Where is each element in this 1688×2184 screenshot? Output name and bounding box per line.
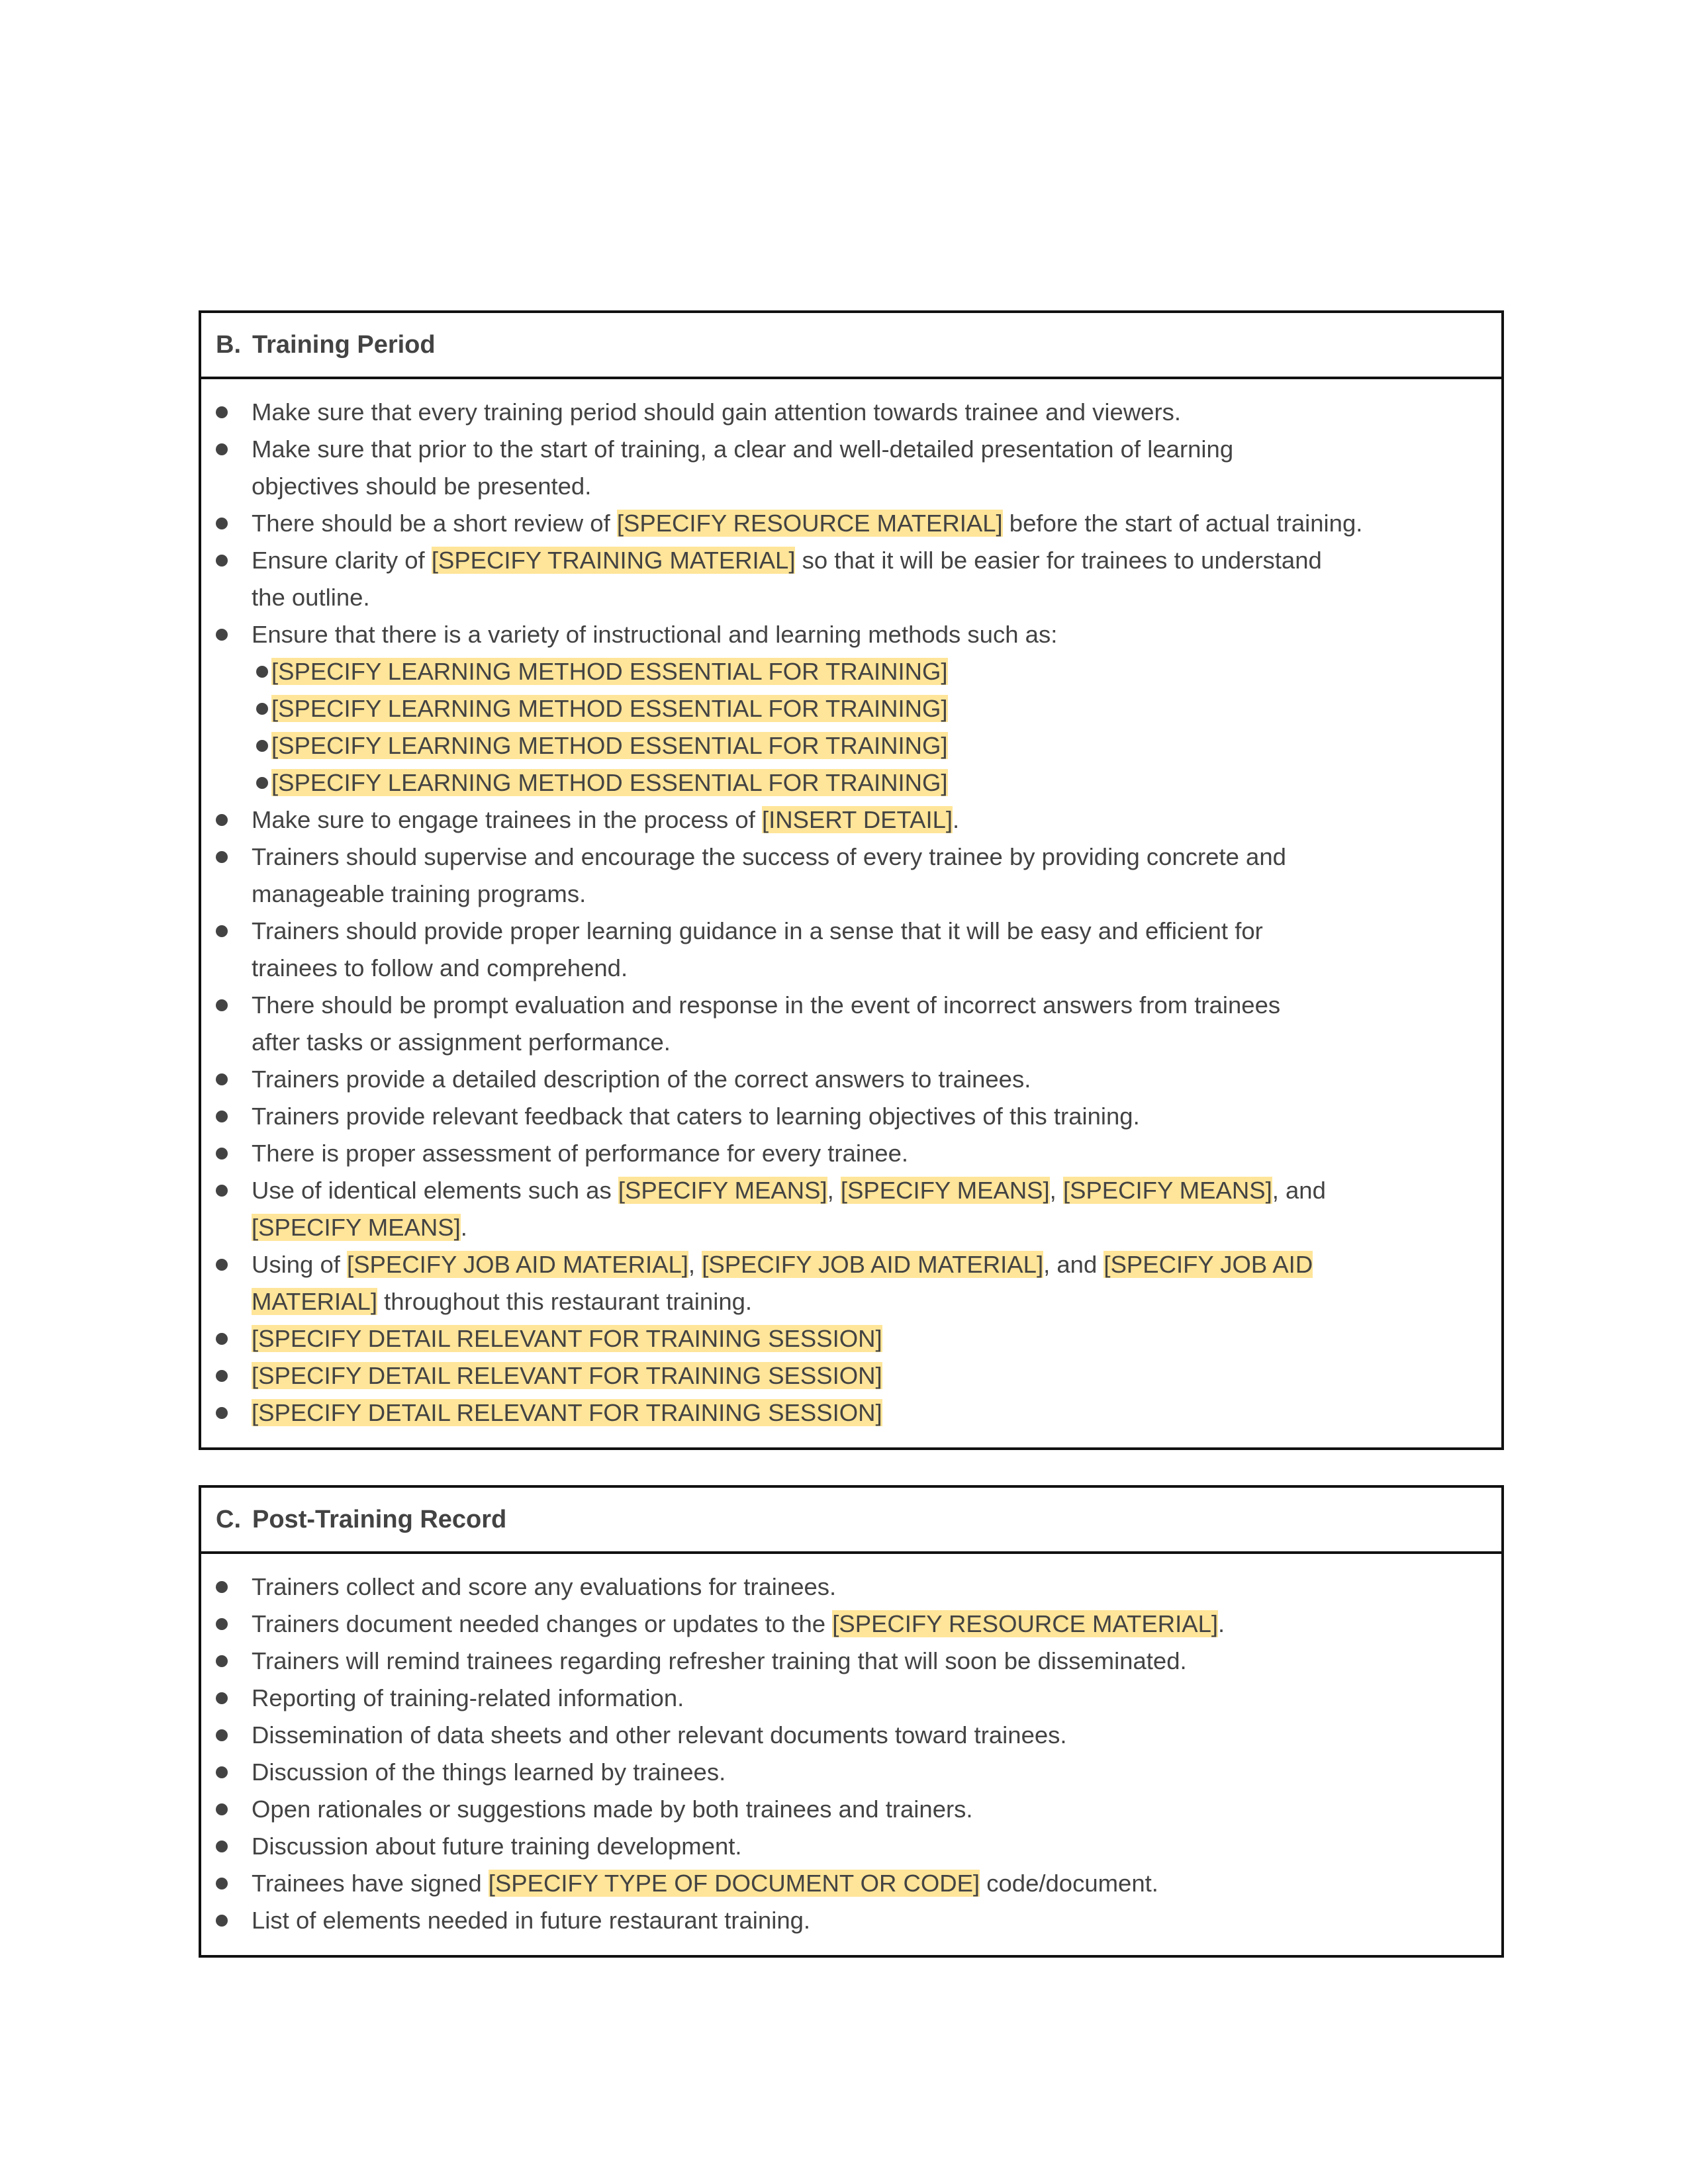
list-item-line (201, 764, 1501, 801)
list-item (201, 431, 1501, 505)
list-item-line (201, 505, 1501, 542)
list-item-line (201, 1865, 1501, 1902)
list-item (201, 1098, 1501, 1135)
list-item-line (201, 616, 1501, 653)
bullet-icon (216, 1370, 228, 1382)
placeholder-field: [SPECIFY DETAIL RELEVANT FOR TRAINING SESSION] (252, 1325, 882, 1352)
list-item-line (201, 1643, 1501, 1680)
bullet-icon (216, 1878, 228, 1889)
bullet-icon (216, 1148, 228, 1160)
text-segment: Open rationales or suggestions made by both trainees and trainers. (252, 1796, 973, 1823)
text-segment: Using of (252, 1251, 348, 1278)
text-segment: Discussion of the things learned by trainees. (252, 1758, 726, 1786)
text-segment: There should be a short review of (252, 510, 617, 537)
list-item-line (201, 1209, 1501, 1246)
text-segment: Trainees have signed (252, 1870, 489, 1897)
list-item-line (201, 1135, 1501, 1172)
text-segment: Trainers should supervise and encourage the success of every trainee by providing concrete and (252, 843, 1286, 870)
text-segment: List of elements needed in future restaurant training. (252, 1907, 811, 1934)
bullet-icon (216, 1259, 228, 1271)
bullet-icon (216, 1841, 228, 1852)
text-segment: , and (1272, 1177, 1326, 1204)
list-item-line (201, 1717, 1501, 1754)
bullet-icon (216, 1111, 228, 1122)
list-item (201, 1357, 1501, 1394)
list-item-line (201, 950, 1501, 987)
list-item-line (201, 1098, 1501, 1135)
list-item (201, 913, 1501, 987)
text-segment: throughout this restaurant training. (377, 1288, 753, 1315)
text-segment: manageable training programs. (252, 880, 586, 907)
bullet-icon (256, 703, 268, 715)
text-segment: Make sure that every training period should gain attention towards trainee and viewers. (252, 398, 1182, 426)
list-item-line (201, 1394, 1501, 1432)
text-segment: Use of identical elements such as (252, 1177, 618, 1204)
placeholder-field: [SPECIFY MEANS] (252, 1214, 461, 1241)
bullet-icon (216, 851, 228, 863)
section-post-training-record (199, 1485, 1504, 1958)
text-segment: code/document. (980, 1870, 1158, 1897)
section-letter: C. (216, 1505, 241, 1533)
placeholder-field: [SPECIFY MEANS] (840, 1177, 1050, 1204)
text-segment: Ensure clarity of (252, 547, 432, 574)
text-segment: so that it will be easier for trainees to understand (795, 547, 1322, 574)
section-title: Post-Training Record (252, 1505, 507, 1533)
placeholder-field: [SPECIFY JOB AID MATERIAL] (702, 1251, 1044, 1278)
text-segment: the outline. (252, 584, 370, 611)
bullet-icon (216, 1692, 228, 1704)
placeholder-field: [SPECIFY LEARNING METHOD ESSENTIAL FOR TRAINING] (271, 732, 948, 759)
list-item-line (201, 839, 1501, 876)
text-segment: There is proper assessment of performance for every trainee. (252, 1140, 909, 1167)
text-segment: Ensure that there is a variety of instructional and learning methods such as: (252, 621, 1058, 648)
bullet-icon (216, 406, 228, 418)
text-segment: Trainers will remind trainees regarding refresher training that will soon be disseminated. (252, 1647, 1187, 1674)
list-item (201, 1717, 1501, 1754)
list-item (201, 1569, 1501, 1606)
text-segment: Trainers collect and score any evaluations for trainees. (252, 1573, 837, 1600)
list-item-line (201, 579, 1501, 616)
bullet-icon (256, 740, 268, 752)
text-segment: Trainers document needed changes or updates to the (252, 1610, 833, 1637)
list-item (201, 505, 1501, 542)
bullet-icon (216, 1618, 228, 1630)
placeholder-field: [SPECIFY MEANS] (618, 1177, 827, 1204)
bullet-icon (216, 1915, 228, 1927)
sub-list-item (201, 653, 1501, 690)
bullet-icon (256, 777, 268, 789)
list-item (201, 394, 1501, 431)
text-segment: , (1049, 1177, 1063, 1204)
bullet-icon (216, 1803, 228, 1815)
list-item-line (201, 1680, 1501, 1717)
list-item-line (201, 727, 1501, 764)
list-item (201, 1246, 1501, 1320)
list-item-line (201, 1569, 1501, 1606)
section-training-period (199, 310, 1504, 1450)
list-item (201, 1865, 1501, 1902)
list-item-line (201, 690, 1501, 727)
list-item (201, 616, 1501, 653)
placeholder-field: [SPECIFY RESOURCE MATERIAL] (832, 1610, 1219, 1637)
list-item-line (201, 913, 1501, 950)
placeholder-field: [SPECIFY TYPE OF DOCUMENT OR CODE] (488, 1870, 980, 1897)
sub-list-item (201, 727, 1501, 764)
placeholder-field: [SPECIFY LEARNING METHOD ESSENTIAL FOR TRAINING] (271, 695, 948, 722)
bullet-icon (216, 1333, 228, 1345)
list-item (201, 987, 1501, 1061)
section-letter: B. (216, 330, 241, 359)
list-item-line (201, 1283, 1501, 1320)
list-item (201, 1606, 1501, 1643)
list-item-line (201, 1357, 1501, 1394)
list-item-line (201, 394, 1501, 431)
list-item (201, 1828, 1501, 1865)
text-segment: before the start of actual training. (1002, 510, 1363, 537)
placeholder-field: MATERIAL] (252, 1288, 377, 1315)
bullet-icon (216, 1655, 228, 1667)
text-segment: . (953, 806, 960, 833)
list-item-line (201, 1828, 1501, 1865)
bullet-icon (216, 1185, 228, 1197)
text-segment: Trainers provide a detailed description of the correct answers to trainees. (252, 1066, 1031, 1093)
placeholder-field: [SPECIFY LEARNING METHOD ESSENTIAL FOR TRAINING] (271, 658, 948, 685)
text-segment: after tasks or assignment performance. (252, 1028, 671, 1056)
list-item (201, 1320, 1501, 1357)
bullet-icon (256, 666, 268, 678)
list-item-line (201, 1246, 1501, 1283)
list-item-line (201, 431, 1501, 468)
list-item-line (201, 653, 1501, 690)
placeholder-field: [SPECIFY JOB AID (1103, 1251, 1313, 1278)
sub-list-item (201, 764, 1501, 801)
text-segment: . (1218, 1610, 1225, 1637)
placeholder-field: [SPECIFY JOB AID MATERIAL] (347, 1251, 688, 1278)
list-item (201, 1172, 1501, 1246)
text-segment: . (460, 1214, 467, 1241)
text-segment: Dissemination of data sheets and other relevant documents toward trainees. (252, 1721, 1067, 1749)
bullet-icon (216, 925, 228, 937)
sub-list-item (201, 690, 1501, 727)
bullet-icon (216, 1073, 228, 1085)
bullet-icon (216, 629, 228, 641)
placeholder-field: [INSERT DETAIL] (762, 806, 953, 833)
placeholder-field: [SPECIFY TRAINING MATERIAL] (431, 547, 796, 574)
list-item-line (201, 1606, 1501, 1643)
bullet-icon (216, 999, 228, 1011)
text-segment: Reporting of training-related information. (252, 1684, 684, 1711)
text-segment: , (827, 1177, 841, 1204)
bullet-icon (216, 1581, 228, 1593)
bullet-icon (216, 814, 228, 826)
bullet-icon (216, 555, 228, 567)
list-item (201, 1061, 1501, 1098)
list-item-line (201, 1024, 1501, 1061)
list-item (201, 839, 1501, 913)
section-header (201, 1488, 1501, 1554)
list-item-line (201, 542, 1501, 579)
placeholder-field: [SPECIFY DETAIL RELEVANT FOR TRAINING SESSION] (252, 1399, 882, 1426)
text-segment: Trainers provide relevant feedback that caters to learning objectives of this training. (252, 1103, 1140, 1130)
list-item (201, 1791, 1501, 1828)
text-segment: , (688, 1251, 702, 1278)
text-segment: trainees to follow and comprehend. (252, 954, 628, 981)
text-segment: Make sure that prior to the start of training, a clear and well-detailed presentation of learning (252, 435, 1234, 463)
list-item-line (201, 876, 1501, 913)
placeholder-field: [SPECIFY RESOURCE MATERIAL] (616, 510, 1003, 537)
text-segment: Trainers should provide proper learning guidance in a sense that it will be easy and efficient for (252, 917, 1263, 944)
bullet-icon (216, 1407, 228, 1419)
list-item-line (201, 1902, 1501, 1939)
section-body (201, 379, 1501, 1447)
bullet-icon (216, 518, 228, 529)
bullet-icon (216, 1766, 228, 1778)
list-item (201, 1902, 1501, 1939)
list-item-line (201, 1791, 1501, 1828)
list-item-line (201, 468, 1501, 505)
list-item (201, 542, 1501, 616)
list-item-line (201, 1320, 1501, 1357)
list-item-line (201, 1754, 1501, 1791)
text-segment: Discussion about future training development. (252, 1833, 742, 1860)
placeholder-field: [SPECIFY LEARNING METHOD ESSENTIAL FOR TRAINING] (271, 769, 948, 796)
list-item-line (201, 1172, 1501, 1209)
list-item (201, 1754, 1501, 1791)
list-item-line (201, 987, 1501, 1024)
text-segment: There should be prompt evaluation and response in the event of incorrect answers from trainees (252, 991, 1281, 1019)
text-segment: Make sure to engage trainees in the process of (252, 806, 763, 833)
list-item (201, 1135, 1501, 1172)
section-title: Training Period (252, 330, 436, 359)
list-item (201, 1643, 1501, 1680)
text-segment: , and (1043, 1251, 1104, 1278)
bullet-icon (216, 1729, 228, 1741)
list-item-line (201, 801, 1501, 839)
placeholder-field: [SPECIFY MEANS] (1062, 1177, 1272, 1204)
list-item-line (201, 1061, 1501, 1098)
placeholder-field: [SPECIFY DETAIL RELEVANT FOR TRAINING SESSION] (252, 1362, 882, 1389)
list-item (201, 1394, 1501, 1432)
list-item (201, 801, 1501, 839)
text-segment: objectives should be presented. (252, 473, 592, 500)
section-body (201, 1554, 1501, 1955)
bullet-icon (216, 443, 228, 455)
list-item (201, 1680, 1501, 1717)
section-header (201, 313, 1501, 379)
